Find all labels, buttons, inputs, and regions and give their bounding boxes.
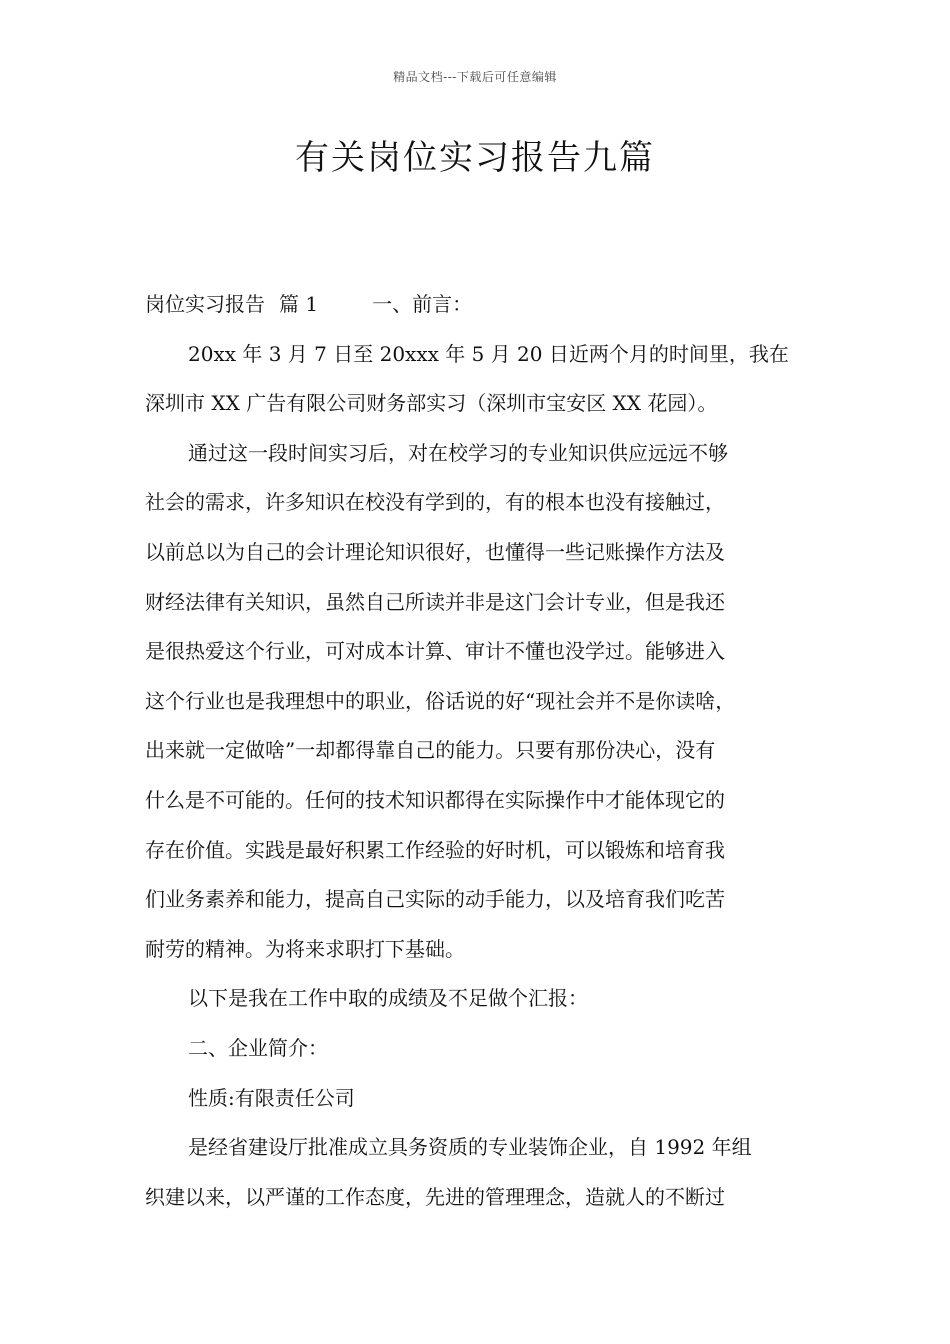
- document-body: [145, 280, 825, 1222]
- paragraph-line: 20xx 年 3 月 7 日至 20xxx 年 5 月 20 日近两个月的时间里，我在: [188, 341, 789, 366]
- paragraph-line: 是经省建设厅批准成立具务资质的专业装饰企业，自 1992 年组: [188, 1135, 752, 1160]
- section-label: 岗位实习报告: [145, 292, 265, 316]
- section-subheading-line: 二、企业简介：: [188, 1035, 328, 1060]
- paragraph-line: 这个行业也是我理想中的职业，俗话说的好“现社会并不是你读啥，: [145, 688, 736, 713]
- paragraph-line: 性质:有限责任公司: [188, 1085, 355, 1110]
- paragraph-line: 是很热爱这个行业，可对成本计算、审计不懂也没学过。能够进入: [145, 639, 725, 664]
- section-heading-line: [145, 280, 825, 330]
- paragraph-line: 们业务素养和能力，提高自己实际的动手能力，以及培育我们吃苦: [145, 887, 725, 912]
- paragraph-line: 财经法律有关知识，虽然自己所读并非是这门会计专业，但是我还: [145, 589, 725, 614]
- paragraph-line: 什么是不可能的。任何的技术知识都得在实际操作中才能体现它的: [145, 787, 725, 812]
- section-number: 篇 1: [279, 292, 319, 316]
- paragraph-line: 存在价值。实践是最好积累工作经验的好时机，可以锻炼和培育我: [145, 837, 725, 862]
- paragraph-line: 社会的需求，许多知识在校没有学到的，有的根本也没有接触过，: [145, 490, 725, 515]
- header-note: 精品文档---下载后可任意编辑: [393, 70, 557, 84]
- section-subheading: 一、前言：: [372, 292, 473, 316]
- paragraph-line: 出来就一定做啥”一却都得靠自己的能力。只要有那份决心，没有: [145, 738, 716, 763]
- paragraph-line: 通过这一段时间实习后，对在校学习的专业知识供应远远不够: [188, 440, 728, 465]
- paragraph-line: 耐劳的精神。为将来求职打下基础。: [145, 936, 465, 961]
- paragraph-line: 织建以来，以严谨的工作态度，先进的管理理念，造就人的不断过: [145, 1184, 725, 1209]
- paragraph-line: 以前总以为自己的会计理论知识很好，也懂得一些记账操作方法及: [145, 539, 725, 564]
- paragraph-line: 深圳市 XX 广告有限公司财务部实习（深圳市宝安区 XX 花园）。: [145, 391, 718, 416]
- paragraph-line: 以下是我在工作中取的成绩及不足做个汇报：: [188, 986, 588, 1011]
- document-title: 有关岗位实习报告九篇: [295, 138, 655, 178]
